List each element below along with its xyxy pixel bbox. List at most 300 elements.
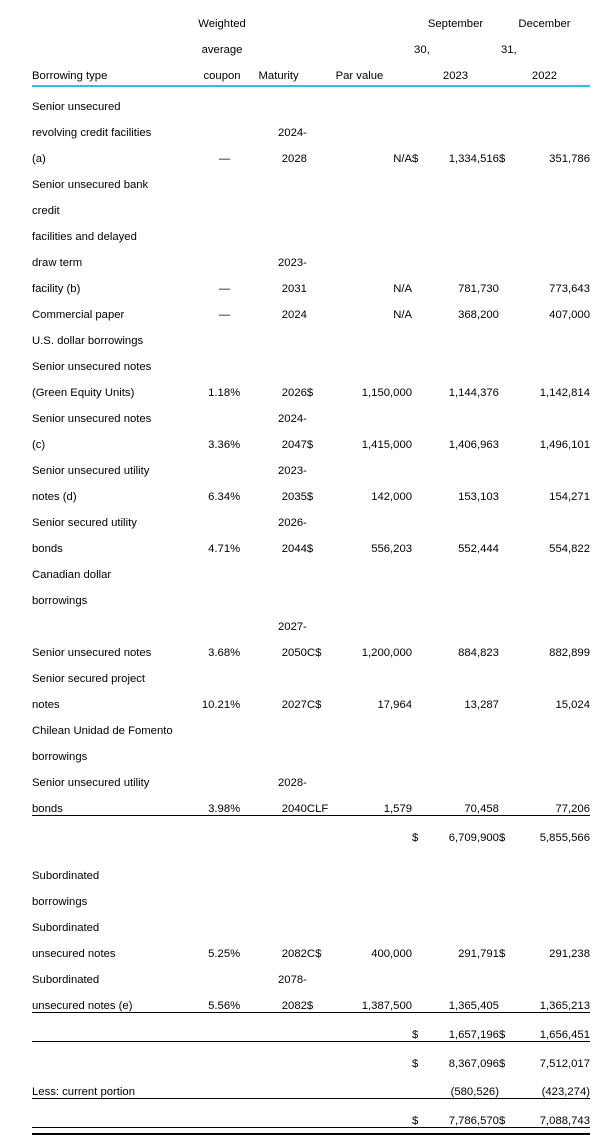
row-dec-value xyxy=(513,113,590,139)
row-label: revolving credit facilities xyxy=(32,127,152,139)
row-dec-value xyxy=(513,607,590,633)
table-bottom-rule-cell xyxy=(32,1128,590,1135)
section-label: U.S. dollar borrowings xyxy=(32,335,144,347)
row-sep-value xyxy=(426,86,499,113)
row-sep-value xyxy=(426,763,499,789)
row-dec-symbol xyxy=(499,986,513,1013)
row-par-value xyxy=(333,191,412,217)
table-row xyxy=(32,503,590,529)
row-percent xyxy=(230,295,250,321)
row-par-value: 1,579 xyxy=(333,789,412,816)
row-par-currency: $ xyxy=(306,543,314,555)
section-header-row xyxy=(32,321,590,347)
row-sep-value: 368,200 xyxy=(458,309,499,321)
subtotal-par-value xyxy=(333,1013,412,1042)
row-sep-value: 1,365,405 xyxy=(426,986,499,1013)
row-dec-symbol xyxy=(499,399,513,425)
row-maturity: 2027 xyxy=(281,699,307,711)
row-dec-symbol xyxy=(499,191,513,217)
subtotal-dec-value: 5,855,566 xyxy=(539,832,590,844)
row-sep-value: 1,334,516 xyxy=(448,153,499,165)
header-coupon-line2: average xyxy=(201,44,243,56)
row-coupon: 3.98 xyxy=(194,789,230,816)
header-row-2 xyxy=(32,30,590,56)
row-dec-symbol: $ xyxy=(498,153,506,165)
row-maturity xyxy=(250,737,307,763)
row-percent xyxy=(230,139,250,165)
row-percent xyxy=(230,113,250,139)
row-sep-symbol xyxy=(412,425,426,451)
header-december-line2: 31, xyxy=(500,44,517,56)
row-par-currency xyxy=(307,659,333,685)
row-dec-symbol xyxy=(499,685,513,711)
row-coupon: 3.68 xyxy=(208,647,231,659)
row-label: unsecured notes xyxy=(32,948,116,960)
table-row xyxy=(32,399,590,425)
row-maturity: 2026- xyxy=(278,517,307,529)
row-par-value xyxy=(333,711,412,737)
row-sep-symbol xyxy=(412,960,426,986)
table-row xyxy=(32,934,590,960)
row-par-value xyxy=(333,555,412,581)
section-label: Subordinated xyxy=(32,870,100,882)
row-percent xyxy=(230,399,250,425)
row-sep-value xyxy=(426,607,499,633)
row-sep-value: 781,730 xyxy=(458,283,499,295)
total-net-par-currency xyxy=(307,1099,333,1128)
row-sep-value: 13,287 xyxy=(464,699,499,711)
section-header-row xyxy=(32,882,590,908)
subtotal-percent xyxy=(230,816,250,845)
row-sep-symbol xyxy=(412,321,426,347)
row-par-currency xyxy=(307,165,333,191)
row-sep-symbol xyxy=(412,711,426,737)
row-coupon: — xyxy=(218,283,231,295)
row-coupon xyxy=(194,763,230,789)
row-maturity xyxy=(250,581,307,607)
total-net-coupon xyxy=(194,1099,230,1128)
row-sep-symbol xyxy=(412,934,426,960)
row-percent xyxy=(230,607,250,633)
row-maturity xyxy=(250,86,307,113)
row-maturity: 2047 xyxy=(281,439,307,451)
row-par-currency xyxy=(307,908,333,934)
subtotal-sep-symbol: $ xyxy=(412,832,419,844)
row-label: bonds xyxy=(32,543,63,555)
row-sep-value xyxy=(426,347,499,373)
header-par-value: Par value xyxy=(335,70,384,82)
current-portion-dec-value: (423,274) xyxy=(513,1070,590,1099)
row-dec-value: 15,024 xyxy=(555,699,590,711)
row-sep-symbol xyxy=(412,633,426,659)
row-maturity: 2082 xyxy=(281,948,307,960)
total-gross-percent xyxy=(230,1042,250,1071)
header-september-line2: 30, xyxy=(414,44,430,56)
header-september-year: 2023 xyxy=(442,70,469,82)
row-coupon xyxy=(194,165,230,191)
row-sep-value xyxy=(426,908,499,934)
table-row xyxy=(32,789,590,816)
header-blank-2 xyxy=(32,30,194,56)
row-percent xyxy=(230,581,250,607)
table-row xyxy=(32,659,590,685)
row-percent: % xyxy=(230,439,241,451)
row-par-currency xyxy=(307,399,333,425)
section-header-row xyxy=(32,856,590,882)
row-sep-value: 153,103 xyxy=(458,491,499,503)
row-percent xyxy=(230,243,250,269)
row-par-value: 1,415,000 xyxy=(361,439,413,451)
row-sep-symbol xyxy=(412,607,426,633)
row-percent: % xyxy=(230,543,241,555)
row-dec-value xyxy=(513,581,590,607)
total-net-dec-value: 7,088,743 xyxy=(539,1115,590,1127)
row-percent xyxy=(230,503,250,529)
row-sep-symbol xyxy=(412,451,426,477)
row-sep-value xyxy=(426,581,499,607)
row-sep-symbol: $ xyxy=(412,153,419,165)
row-percent: % xyxy=(230,387,241,399)
row-coupon: 1.18 xyxy=(208,387,231,399)
row-dec-value xyxy=(513,856,590,882)
spacer-cell xyxy=(32,844,590,856)
row-par-value xyxy=(333,659,412,685)
row-dec-symbol xyxy=(499,529,513,555)
row-dec-symbol xyxy=(499,555,513,581)
row-par-value xyxy=(333,399,412,425)
total-gross-dec-symbol: $ xyxy=(498,1058,506,1070)
row-dec-value xyxy=(513,711,590,737)
row-coupon xyxy=(194,856,230,882)
row-label: Senior unsecured notes xyxy=(32,413,152,425)
total-net-dec-symbol: $ xyxy=(498,1115,506,1127)
row-dec-symbol xyxy=(499,882,513,908)
row-dec-value: 773,643 xyxy=(549,283,590,295)
row-percent: % xyxy=(230,789,250,816)
total-gross-sep-symbol: $ xyxy=(412,1058,419,1070)
header-coupon-line1: Weighted xyxy=(198,18,246,30)
row-coupon xyxy=(194,659,230,685)
row-sep-value xyxy=(426,451,499,477)
row-dec-symbol xyxy=(499,960,513,986)
table-body xyxy=(32,4,590,1134)
row-dec-symbol xyxy=(499,659,513,685)
row-coupon: 6.34 xyxy=(208,491,231,503)
row-label: Senior secured utility xyxy=(32,517,137,529)
subtotal-coupon xyxy=(194,1013,230,1042)
row-percent xyxy=(230,191,250,217)
total-net-label xyxy=(32,1099,194,1128)
row-percent: % xyxy=(230,948,241,960)
row-par-value: 17,964 xyxy=(377,699,413,711)
row-dec-symbol xyxy=(499,217,513,243)
row-label: Senior unsecured xyxy=(32,101,121,113)
row-sep-symbol xyxy=(412,217,426,243)
row-dec-value xyxy=(513,737,590,763)
row-dec-value xyxy=(513,191,590,217)
current-portion-row xyxy=(32,1070,590,1099)
row-sep-symbol xyxy=(412,113,426,139)
row-maturity: 2026 xyxy=(281,387,307,399)
section-header-row xyxy=(32,555,590,581)
row-dec-value: 154,271 xyxy=(549,491,590,503)
row-par-value xyxy=(333,347,412,373)
row-par-currency xyxy=(307,737,333,763)
subtotal-par-currency xyxy=(307,816,333,845)
row-dec-symbol: $ xyxy=(498,948,506,960)
table-row xyxy=(32,607,590,633)
row-percent xyxy=(230,908,250,934)
row-percent: % xyxy=(230,647,241,659)
row-sep-value xyxy=(426,882,499,908)
row-maturity: 2028 xyxy=(281,153,307,165)
row-label: Senior unsecured utility xyxy=(32,777,150,789)
row-label: Subordinated xyxy=(32,922,100,934)
row-dec-value xyxy=(513,243,590,269)
row-dec-symbol xyxy=(499,607,513,633)
row-par-value xyxy=(333,113,412,139)
header-row-3 xyxy=(32,56,590,82)
row-sep-value xyxy=(426,399,499,425)
row-sep-value xyxy=(426,659,499,685)
total-gross-dec-value: 7,512,017 xyxy=(539,1058,590,1070)
table-row xyxy=(32,139,590,165)
table-row xyxy=(32,269,590,295)
section-header-row xyxy=(32,711,590,737)
table-row xyxy=(32,347,590,373)
current-portion-maturity xyxy=(250,1070,307,1099)
row-sep-symbol xyxy=(412,685,426,711)
row-dec-symbol xyxy=(499,856,513,882)
row-label: (c) xyxy=(32,439,46,451)
row-percent xyxy=(230,763,250,789)
row-par-value: 1,387,500 xyxy=(333,986,412,1013)
row-par-value xyxy=(333,503,412,529)
row-dec-symbol xyxy=(499,373,513,399)
row-coupon xyxy=(194,217,230,243)
row-maturity xyxy=(250,659,307,685)
row-maturity xyxy=(250,555,307,581)
row-coupon xyxy=(194,243,230,269)
row-label: credit xyxy=(32,205,60,217)
row-coupon xyxy=(194,711,230,737)
section-header-row xyxy=(32,737,590,763)
row-par-currency: C$ xyxy=(306,948,322,960)
row-sep-symbol xyxy=(412,882,426,908)
section-label: borrowings xyxy=(32,751,88,763)
row-dec-symbol xyxy=(499,425,513,451)
row-dec-value xyxy=(513,321,590,347)
row-sep-symbol xyxy=(412,503,426,529)
row-dec-value: 351,786 xyxy=(549,153,590,165)
row-sep-symbol xyxy=(412,399,426,425)
row-dec-symbol xyxy=(499,451,513,477)
row-dec-value: 554,822 xyxy=(549,543,590,555)
row-par-value xyxy=(333,86,412,113)
row-coupon xyxy=(194,882,230,908)
table-row xyxy=(32,295,590,321)
row-par-value xyxy=(333,908,412,934)
row-coupon xyxy=(194,737,230,763)
row-maturity: 2023- xyxy=(278,257,307,269)
row-par-currency: C$ xyxy=(306,699,322,711)
header-maturity-blank1 xyxy=(250,4,307,30)
financial-table-page xyxy=(0,4,612,1127)
subtotal-sep-value: 1,657,196 xyxy=(426,1013,499,1042)
row-percent xyxy=(230,856,250,882)
row-sep-value xyxy=(426,243,499,269)
total-gross-sep-value: 8,367,096 xyxy=(448,1058,499,1070)
row-sep-value xyxy=(426,555,499,581)
table-row xyxy=(32,685,590,711)
row-label: draw term xyxy=(32,257,83,269)
row-par-value xyxy=(333,763,412,789)
row-maturity: 2078- xyxy=(278,974,307,986)
row-par-currency xyxy=(307,243,333,269)
row-par-currency xyxy=(307,763,333,789)
table-row xyxy=(32,425,590,451)
row-par-currency: C$ xyxy=(306,647,322,659)
row-dec-symbol xyxy=(499,763,513,789)
row-sep-value xyxy=(426,165,499,191)
row-maturity: 2044 xyxy=(281,543,307,555)
table-row xyxy=(32,477,590,503)
row-sep-symbol xyxy=(412,763,426,789)
row-par-value: 556,203 xyxy=(371,543,413,555)
table-row xyxy=(32,165,590,191)
table-row xyxy=(32,191,590,217)
row-sep-value xyxy=(426,737,499,763)
row-dec-value: 1,142,814 xyxy=(539,387,590,399)
row-par-currency: $ xyxy=(306,439,314,451)
total-gross-par-currency xyxy=(307,1042,333,1071)
row-sep-value xyxy=(426,711,499,737)
row-sep-value: 884,823 xyxy=(458,647,499,659)
row-par-value xyxy=(333,882,412,908)
row-maturity: 2040 xyxy=(250,789,307,816)
row-maturity xyxy=(250,321,307,347)
row-par-value xyxy=(333,856,412,882)
row-dec-value xyxy=(513,503,590,529)
row-coupon xyxy=(194,347,230,373)
row-maturity xyxy=(250,347,307,373)
row-dec-symbol xyxy=(499,711,513,737)
subtotal-maturity xyxy=(250,1013,307,1042)
row-sep-symbol xyxy=(412,165,426,191)
row-sep-symbol xyxy=(412,856,426,882)
row-dec-symbol xyxy=(499,581,513,607)
row-dec-value xyxy=(513,659,590,685)
row-percent xyxy=(230,321,250,347)
row-sep-symbol xyxy=(412,555,426,581)
total-gross-row xyxy=(32,1042,590,1071)
row-sep-value xyxy=(426,217,499,243)
row-dec-symbol xyxy=(499,789,513,816)
row-coupon: 5.25 xyxy=(208,948,231,960)
borrowings-table xyxy=(32,4,590,1135)
row-maturity: 2082 xyxy=(250,986,307,1013)
row-dec-value: 407,000 xyxy=(549,309,590,321)
row-sep-symbol xyxy=(412,243,426,269)
row-sep-value: 1,144,376 xyxy=(448,387,499,399)
row-par-value xyxy=(333,960,412,986)
current-portion-label: Less: current portion xyxy=(32,1070,194,1099)
subtotal-par-currency xyxy=(307,1013,333,1042)
total-net-sep-value: 7,786,570 xyxy=(448,1115,499,1127)
row-dec-symbol xyxy=(499,86,513,113)
row-coupon: 10.21 xyxy=(201,699,231,711)
row-percent xyxy=(230,451,250,477)
header-december-line1: December xyxy=(518,18,571,30)
row-par-value xyxy=(333,165,412,191)
row-label: notes (d) xyxy=(32,491,77,503)
row-dec-value xyxy=(513,451,590,477)
row-percent xyxy=(230,659,250,685)
row-dec-symbol xyxy=(499,477,513,503)
row-par-currency: $ xyxy=(306,387,314,399)
row-sep-symbol xyxy=(412,86,426,113)
section-label: Canadian dollar xyxy=(32,569,112,581)
row-par-currency: $ xyxy=(306,491,314,503)
subtotal-sep-symbol: $ xyxy=(412,1013,426,1042)
row-label: Senior unsecured utility xyxy=(32,465,150,477)
row-dec-value: 1,496,101 xyxy=(539,439,590,451)
row-dec-value xyxy=(513,165,590,191)
subtotal-row-senior xyxy=(32,816,590,845)
row-par-value xyxy=(333,607,412,633)
row-percent xyxy=(230,217,250,243)
row-dec-value xyxy=(513,347,590,373)
row-coupon xyxy=(194,191,230,217)
row-sep-symbol xyxy=(412,477,426,503)
row-sep-value: 291,791 xyxy=(458,948,499,960)
row-sep-symbol xyxy=(412,737,426,763)
row-par-value xyxy=(333,243,412,269)
header-maturity-blank2 xyxy=(250,30,307,56)
row-par-value xyxy=(333,451,412,477)
current-portion-par-currency xyxy=(307,1070,333,1099)
row-maturity: 2035 xyxy=(281,491,307,503)
row-percent xyxy=(230,347,250,373)
row-dec-value: 882,899 xyxy=(549,647,590,659)
current-portion-coupon xyxy=(194,1070,230,1099)
row-label: Commercial paper xyxy=(32,309,125,321)
table-row xyxy=(32,960,590,986)
row-dec-value: 291,238 xyxy=(549,948,590,960)
header-blank-1 xyxy=(32,4,194,30)
row-dec-symbol xyxy=(499,269,513,295)
row-sep-symbol xyxy=(412,581,426,607)
subtotal-dec-value: 1,656,451 xyxy=(513,1013,590,1042)
row-par-currency xyxy=(307,856,333,882)
row-par-value xyxy=(333,217,412,243)
total-gross-label xyxy=(32,1042,194,1071)
row-dec-symbol xyxy=(499,503,513,529)
row-par-currency xyxy=(307,451,333,477)
row-maturity: 2024- xyxy=(278,413,307,425)
row-percent xyxy=(230,86,250,113)
row-sep-value xyxy=(426,113,499,139)
current-portion-sep-value: (580,526) xyxy=(426,1070,499,1099)
table-bottom-rule xyxy=(32,1128,590,1135)
row-coupon: 5.56 xyxy=(194,986,230,1013)
row-par-value: N/A xyxy=(393,283,413,295)
section-label: Chilean Unidad de Fomento xyxy=(32,725,173,737)
row-sep-symbol xyxy=(412,191,426,217)
section-header-row xyxy=(32,581,590,607)
header-par-blank2 xyxy=(307,30,412,56)
row-label xyxy=(32,607,194,633)
